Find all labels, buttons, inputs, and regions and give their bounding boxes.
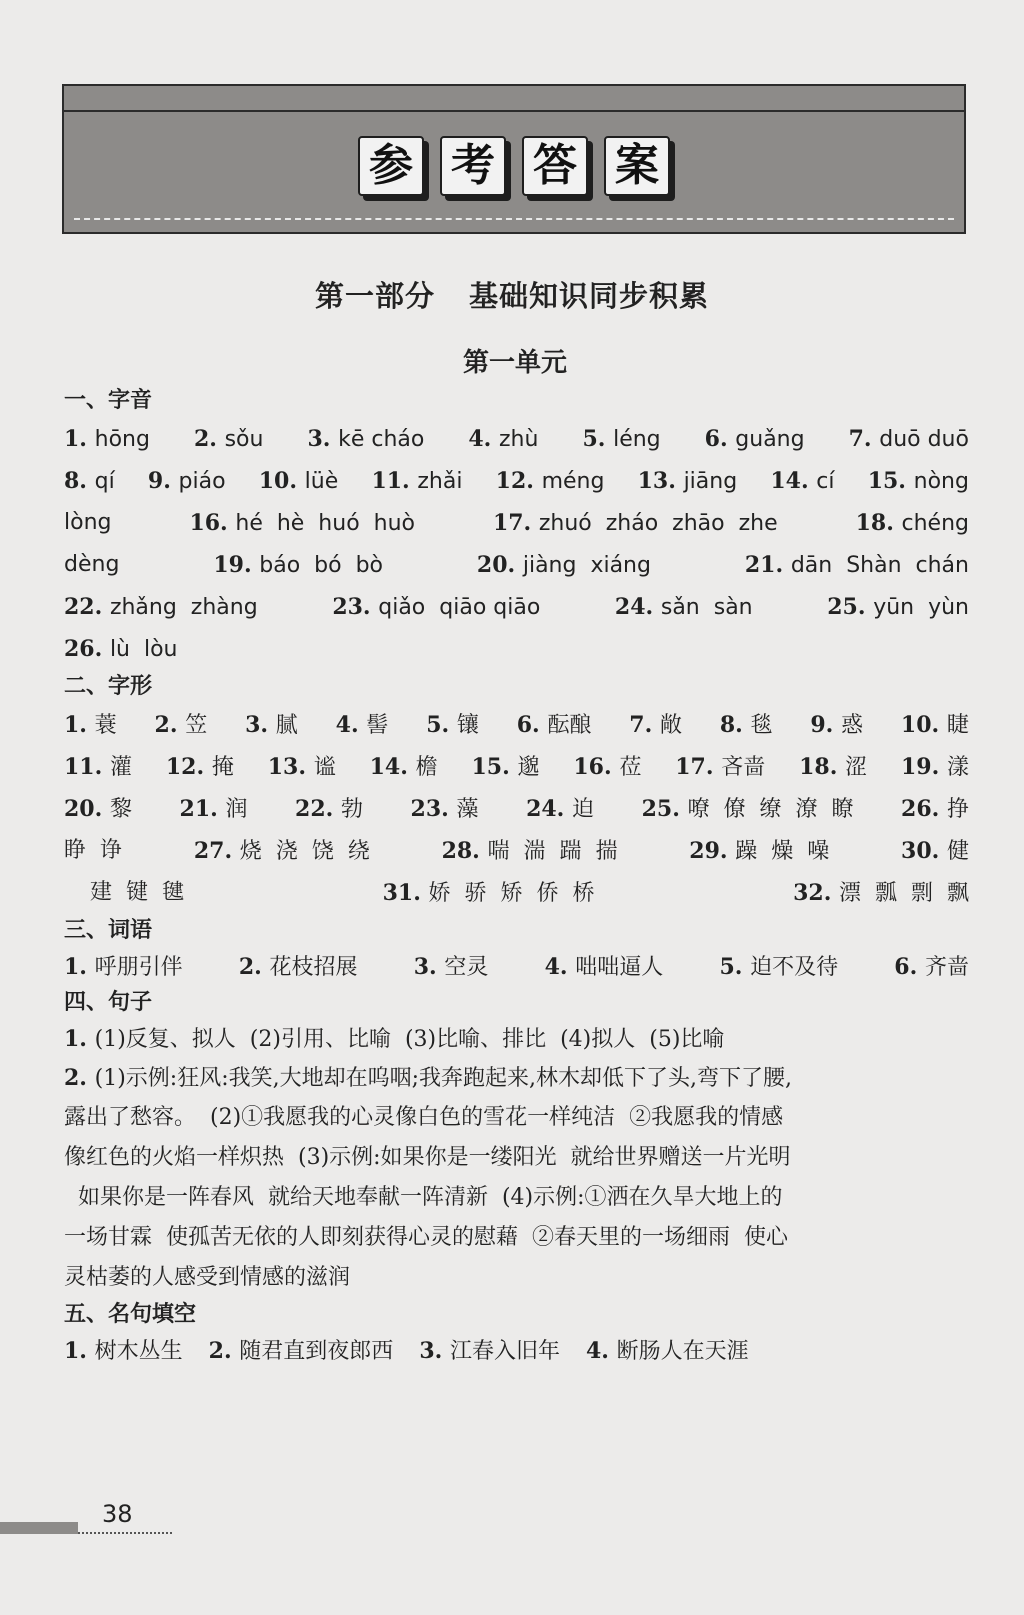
answer-text: 睁 诤 bbox=[64, 838, 122, 863]
answer-item bbox=[901, 788, 969, 830]
answer-row bbox=[64, 948, 969, 986]
answer-number: 22. bbox=[64, 594, 110, 620]
answer-number: 4. bbox=[468, 426, 499, 452]
answer-item bbox=[64, 502, 111, 544]
answer-number: 32. bbox=[793, 880, 840, 906]
answer-number: 26. bbox=[901, 796, 947, 822]
answer-text: 镶 bbox=[456, 713, 479, 738]
answer-number: 5. bbox=[426, 712, 457, 738]
answer-item bbox=[545, 948, 664, 986]
answer-number: 20. bbox=[64, 796, 110, 822]
answer-item bbox=[332, 586, 540, 628]
answer-number: 1. bbox=[64, 426, 95, 452]
answer-item bbox=[517, 704, 592, 746]
answer-text: jiāng bbox=[683, 469, 738, 494]
answer-number: 1. bbox=[64, 954, 95, 980]
answer-text: 漂 瓢 剽 飘 bbox=[839, 881, 969, 906]
banner-title bbox=[64, 136, 964, 196]
paragraph-line bbox=[64, 1138, 969, 1178]
answer-text: hé hè huó huò bbox=[235, 511, 415, 536]
answer-item bbox=[307, 418, 424, 460]
word-answers bbox=[64, 948, 969, 986]
answer-item bbox=[799, 746, 867, 788]
answer-text: 谧 bbox=[313, 755, 336, 780]
answer-item bbox=[810, 704, 863, 746]
banner-dashed-line bbox=[74, 218, 954, 220]
answer-item bbox=[411, 788, 479, 830]
answer-text: lüè bbox=[304, 469, 339, 494]
answer-number: 30. bbox=[901, 838, 947, 864]
answer-number: 3. bbox=[413, 954, 445, 980]
paragraph-line bbox=[64, 1218, 969, 1258]
answer-number: 11. bbox=[64, 754, 110, 780]
answer-text: 吝啬 bbox=[721, 755, 766, 780]
section-heading-characters: 二、字形 bbox=[64, 674, 153, 699]
answer-item bbox=[90, 872, 184, 914]
answer-text: piáo bbox=[178, 469, 226, 494]
answer-number: 24. bbox=[526, 796, 572, 822]
answer-row bbox=[64, 586, 969, 628]
answer-number: 13. bbox=[637, 468, 684, 494]
answer-number: 8. bbox=[64, 468, 95, 494]
answer-text: 迫 bbox=[572, 797, 595, 822]
answer-text: 迫不及待 bbox=[750, 955, 839, 980]
answer-number: 2. bbox=[193, 426, 225, 452]
answer-item bbox=[414, 948, 489, 986]
answer-number: 31. bbox=[382, 880, 429, 906]
answer-number: 2. bbox=[154, 712, 186, 738]
answer-text: 齐啬 bbox=[924, 955, 969, 980]
answer-number: 27. bbox=[193, 838, 240, 864]
answer-item bbox=[295, 788, 363, 830]
answer-text: 笠 bbox=[185, 713, 208, 738]
page-number: 38 bbox=[102, 1500, 133, 1528]
answer-text: duō duō bbox=[879, 427, 969, 452]
answer-number: 15. bbox=[471, 754, 518, 780]
answer-item bbox=[64, 1339, 183, 1364]
answer-number: 13. bbox=[267, 754, 314, 780]
answer-text: 勃 bbox=[340, 797, 363, 822]
answer-row bbox=[64, 1020, 969, 1058]
paragraph-line bbox=[64, 1258, 969, 1298]
answer-text: qí bbox=[94, 469, 115, 494]
answer-row bbox=[64, 1332, 969, 1370]
answer-number: 22. bbox=[295, 796, 341, 822]
answer-item bbox=[180, 788, 248, 830]
answer-number: 4. bbox=[335, 712, 367, 738]
answer-text: lù lòu bbox=[109, 637, 178, 662]
answer-item bbox=[901, 704, 969, 746]
answer-row bbox=[64, 502, 969, 544]
answer-text: chéng bbox=[901, 511, 969, 536]
answer-item bbox=[615, 586, 753, 628]
paragraph-text: 像红色的火焰一样炽热 (3)示例:如果你是一缕阳光 就给世界赠送一片光明 bbox=[64, 1145, 791, 1170]
answer-text: 檐 bbox=[415, 755, 438, 780]
answer-text: 江春入旧年 bbox=[449, 1339, 560, 1364]
answer-text: 挣 bbox=[946, 797, 969, 822]
answer-text: zhuó zháo zhāo zhe bbox=[538, 511, 778, 536]
character-answers bbox=[64, 704, 969, 914]
pronunciation-answers bbox=[64, 418, 969, 670]
answer-text: 毯 bbox=[750, 713, 773, 738]
answer-text: 树木丛生 bbox=[94, 1339, 183, 1364]
answer-item bbox=[719, 948, 838, 986]
answer-item bbox=[493, 502, 778, 544]
answer-text: báo bó bò bbox=[259, 553, 383, 578]
answer-text: zhǎng zhàng bbox=[109, 595, 258, 620]
answer-number: 19. bbox=[901, 754, 947, 780]
answer-row bbox=[64, 830, 969, 872]
footer-dotted-line bbox=[78, 1532, 172, 1534]
answer-item bbox=[582, 418, 660, 460]
answer-item bbox=[239, 948, 358, 986]
answer-item bbox=[642, 788, 854, 830]
answer-number: 2. bbox=[238, 954, 270, 980]
answer-item bbox=[64, 460, 115, 502]
answer-item bbox=[259, 460, 339, 502]
answer-item bbox=[194, 418, 264, 460]
section-heading-words: 三、词语 bbox=[64, 918, 153, 943]
answer-number: 9. bbox=[810, 712, 842, 738]
answer-item bbox=[745, 544, 969, 586]
answer-text: 建 键 毽 bbox=[90, 880, 184, 905]
answer-item bbox=[370, 746, 438, 788]
answer-number: 4. bbox=[585, 1338, 617, 1364]
answer-number: 16. bbox=[189, 510, 236, 536]
answer-item bbox=[638, 460, 738, 502]
answer-row bbox=[64, 418, 969, 460]
answer-number: 3. bbox=[307, 426, 339, 452]
answer-text: sǎn sàn bbox=[660, 595, 753, 620]
answer-text: 断肠人在天涯 bbox=[616, 1339, 749, 1364]
answer-item bbox=[770, 460, 834, 502]
answer-item bbox=[189, 502, 415, 544]
answer-number: 29. bbox=[689, 838, 736, 864]
answer-number: 2. bbox=[64, 1065, 95, 1091]
answer-number: 14. bbox=[770, 468, 817, 494]
answer-text: 躁 燥 噪 bbox=[735, 839, 830, 864]
answer-number: 6. bbox=[704, 426, 736, 452]
answer-item bbox=[209, 1339, 394, 1364]
answer-item bbox=[155, 704, 208, 746]
answer-item bbox=[573, 746, 641, 788]
section-heading-quotes: 五、名句填空 bbox=[64, 1302, 197, 1327]
answer-number: 1. bbox=[64, 1026, 95, 1052]
answer-text: lòng bbox=[64, 510, 112, 535]
answer-item bbox=[496, 460, 605, 502]
answer-number: 6. bbox=[894, 954, 925, 980]
answer-item bbox=[64, 544, 119, 586]
page-number-footer bbox=[0, 1500, 180, 1540]
answer-number: 16. bbox=[573, 754, 620, 780]
answer-number: 12. bbox=[165, 754, 212, 780]
answer-item bbox=[64, 788, 132, 830]
answer-item bbox=[901, 830, 969, 872]
answer-item bbox=[64, 418, 150, 460]
quote-answers bbox=[64, 1332, 969, 1370]
answer-number: 3. bbox=[245, 712, 276, 738]
answer-item bbox=[64, 830, 122, 872]
answer-text: qiǎo qiāo qiāo bbox=[378, 595, 541, 620]
answer-item bbox=[705, 418, 805, 460]
paragraph-text: (1)示例:狂风:我笑,大地却在呜咽;我奔跑起来,林木却低下了头,弯下了腰, bbox=[94, 1066, 793, 1091]
answer-text: 呼朋引伴 bbox=[94, 955, 183, 980]
title-banner bbox=[62, 84, 966, 234]
part-title-name: 基础知识同步积累 bbox=[469, 279, 710, 313]
answer-item bbox=[426, 704, 479, 746]
answer-number: 24. bbox=[614, 594, 661, 620]
answer-item bbox=[827, 586, 969, 628]
answer-row bbox=[64, 460, 969, 502]
answer-text: hōng bbox=[94, 427, 150, 452]
answer-text: 漾 bbox=[946, 755, 969, 780]
section-heading-pronunciation: 一、字音 bbox=[64, 388, 153, 413]
answer-text: 藻 bbox=[456, 797, 479, 822]
answer-text: (1)反复、拟人 (2)引用、比喻 (3)比喻、排比 (4)拟人 (5)比喻 bbox=[94, 1027, 725, 1052]
answer-text: 灌 bbox=[109, 755, 132, 780]
answer-text: guǎng bbox=[735, 427, 805, 452]
answer-number: 15. bbox=[867, 468, 914, 494]
section-heading-sentences: 四、句子 bbox=[64, 990, 153, 1015]
answer-number: 5. bbox=[582, 426, 614, 452]
answer-text: kē cháo bbox=[338, 427, 425, 452]
answer-item bbox=[472, 746, 540, 788]
answer-text: 喘 湍 踹 揣 bbox=[487, 839, 618, 864]
answer-row bbox=[64, 544, 969, 586]
answer-number: 10. bbox=[900, 712, 947, 738]
answer-text: yūn yùn bbox=[873, 595, 969, 620]
answer-text: nòng bbox=[913, 469, 969, 494]
answer-item bbox=[64, 746, 132, 788]
answer-row bbox=[64, 704, 969, 746]
answer-item bbox=[526, 788, 594, 830]
answer-number: 17. bbox=[492, 510, 539, 536]
answer-number: 12. bbox=[495, 468, 542, 494]
answer-text: dèng bbox=[64, 552, 120, 577]
answer-text: méng bbox=[541, 469, 605, 494]
answer-text: 咄咄逼人 bbox=[575, 955, 664, 980]
answer-item bbox=[894, 948, 969, 986]
answer-number: 26. bbox=[64, 636, 110, 662]
answer-text: 敞 bbox=[659, 713, 682, 738]
answer-row bbox=[64, 746, 969, 788]
answer-item bbox=[64, 704, 117, 746]
answer-text: 娇 骄 矫 侨 桥 bbox=[428, 881, 595, 906]
answer-item bbox=[336, 704, 389, 746]
answer-number: 9. bbox=[147, 468, 179, 494]
paragraph-text: 露出了愁容。 (2)①我愿我的心灵像白色的雪花一样纯洁 ②我愿我的情感 bbox=[64, 1105, 784, 1130]
answer-number: 5. bbox=[719, 954, 751, 980]
answer-number: 18. bbox=[855, 510, 902, 536]
banner-char: 考 bbox=[440, 136, 506, 196]
banner-top-line bbox=[64, 110, 964, 112]
answer-text: 空灵 bbox=[444, 955, 489, 980]
answer-item bbox=[477, 544, 651, 586]
answer-number: 10. bbox=[258, 468, 305, 494]
answer-number: 7. bbox=[848, 426, 880, 452]
answer-number: 7. bbox=[629, 712, 660, 738]
answer-number: 21. bbox=[179, 796, 226, 822]
answer-row bbox=[64, 788, 969, 830]
answer-text: 随君直到夜郎西 bbox=[239, 1339, 394, 1364]
answer-item bbox=[383, 872, 595, 914]
answer-text: 烧 浇 饶 绕 bbox=[239, 839, 370, 864]
answer-number: 20. bbox=[476, 552, 523, 578]
answer-text: 润 bbox=[225, 797, 248, 822]
answer-item bbox=[148, 460, 226, 502]
answer-number: 21. bbox=[744, 552, 791, 578]
answer-item bbox=[419, 1339, 560, 1364]
part-title bbox=[0, 274, 1024, 315]
paragraph-text: 灵枯萎的人感受到情感的滋润 bbox=[64, 1265, 351, 1290]
answer-number: 1. bbox=[64, 1338, 95, 1364]
sentence-answers bbox=[64, 1020, 969, 1058]
answer-item bbox=[856, 502, 969, 544]
paragraph-text: 如果你是一阵春风 就给天地奉献一阵清新 (4)示例:①洒在久旱大地上的 bbox=[64, 1185, 783, 1210]
answer-number: 2. bbox=[208, 1338, 240, 1364]
banner-char: 答 bbox=[522, 136, 588, 196]
answer-text: 腻 bbox=[275, 713, 298, 738]
sentence-answer-paragraph bbox=[64, 1058, 969, 1298]
answer-number: 4. bbox=[544, 954, 576, 980]
answer-item bbox=[371, 460, 462, 502]
answer-item bbox=[849, 418, 969, 460]
answer-item bbox=[64, 1027, 724, 1052]
answer-text: 嘹 僚 缭 潦 瞭 bbox=[687, 797, 854, 822]
answer-number: 23. bbox=[410, 796, 457, 822]
answer-item bbox=[793, 872, 969, 914]
answer-text: 健 bbox=[946, 839, 969, 864]
answer-text: 惑 bbox=[841, 713, 864, 738]
answer-text: jiàng xiáng bbox=[522, 553, 651, 578]
answer-item bbox=[675, 746, 765, 788]
answer-item bbox=[166, 746, 234, 788]
answer-item bbox=[468, 418, 538, 460]
answer-number: 1. bbox=[64, 712, 95, 738]
answer-item bbox=[213, 544, 383, 586]
banner-char: 案 bbox=[604, 136, 670, 196]
answer-number: 17. bbox=[675, 754, 722, 780]
answer-number: 25. bbox=[641, 796, 688, 822]
answer-item bbox=[64, 637, 178, 662]
answer-row bbox=[64, 628, 969, 670]
answer-item bbox=[268, 746, 336, 788]
answer-number: 14. bbox=[369, 754, 416, 780]
banner-char: 参 bbox=[358, 136, 424, 196]
answer-item bbox=[586, 1339, 749, 1364]
answer-number: 19. bbox=[213, 552, 260, 578]
answer-text: zhù bbox=[499, 427, 539, 452]
answer-text: cí bbox=[816, 469, 835, 494]
answer-item bbox=[64, 586, 258, 628]
answer-text: 髻 bbox=[366, 713, 389, 738]
answer-text: 掩 bbox=[211, 755, 234, 780]
answer-item bbox=[245, 704, 298, 746]
footer-bar bbox=[0, 1522, 78, 1534]
answer-content bbox=[64, 384, 969, 1370]
paragraph-line bbox=[64, 1098, 969, 1138]
answer-item bbox=[629, 704, 682, 746]
answer-number: 6. bbox=[516, 712, 548, 738]
answer-text: 睫 bbox=[946, 713, 969, 738]
answer-item bbox=[442, 830, 618, 872]
answer-item bbox=[689, 830, 829, 872]
answer-text: 邈 bbox=[517, 755, 540, 780]
answer-number: 11. bbox=[371, 468, 418, 494]
answer-item bbox=[901, 746, 969, 788]
answer-number: 23. bbox=[332, 594, 379, 620]
paragraph-text: 一场甘霖 使孤苦无依的人即刻获得心灵的慰藉 ②春天里的一场细雨 使心 bbox=[64, 1225, 788, 1250]
answer-text: 黎 bbox=[109, 797, 132, 822]
paragraph-line bbox=[64, 1058, 969, 1098]
answer-item bbox=[868, 460, 969, 502]
answer-item bbox=[64, 948, 183, 986]
answer-text: 蓑 bbox=[94, 713, 117, 738]
answer-text: zhǎi bbox=[417, 469, 463, 494]
answer-number: 18. bbox=[799, 754, 846, 780]
answer-text: léng bbox=[613, 427, 661, 452]
answer-number: 25. bbox=[827, 594, 874, 620]
answer-text: sǒu bbox=[224, 427, 264, 452]
answer-number: 28. bbox=[441, 838, 488, 864]
answer-row bbox=[64, 872, 969, 914]
paragraph-line bbox=[64, 1178, 969, 1218]
answer-text: 酝酿 bbox=[547, 713, 592, 738]
answer-text: dān Shàn chán bbox=[790, 553, 969, 578]
unit-title: 第一单元 bbox=[462, 348, 567, 378]
answer-text: 涩 bbox=[845, 755, 868, 780]
answer-number: 8. bbox=[719, 712, 751, 738]
answer-item bbox=[720, 704, 773, 746]
answer-text: 花枝招展 bbox=[269, 955, 358, 980]
answer-text: 莅 bbox=[619, 755, 642, 780]
answer-item bbox=[194, 830, 370, 872]
part-title-number: 第一部分 bbox=[314, 279, 435, 313]
answer-number: 3. bbox=[419, 1338, 450, 1364]
